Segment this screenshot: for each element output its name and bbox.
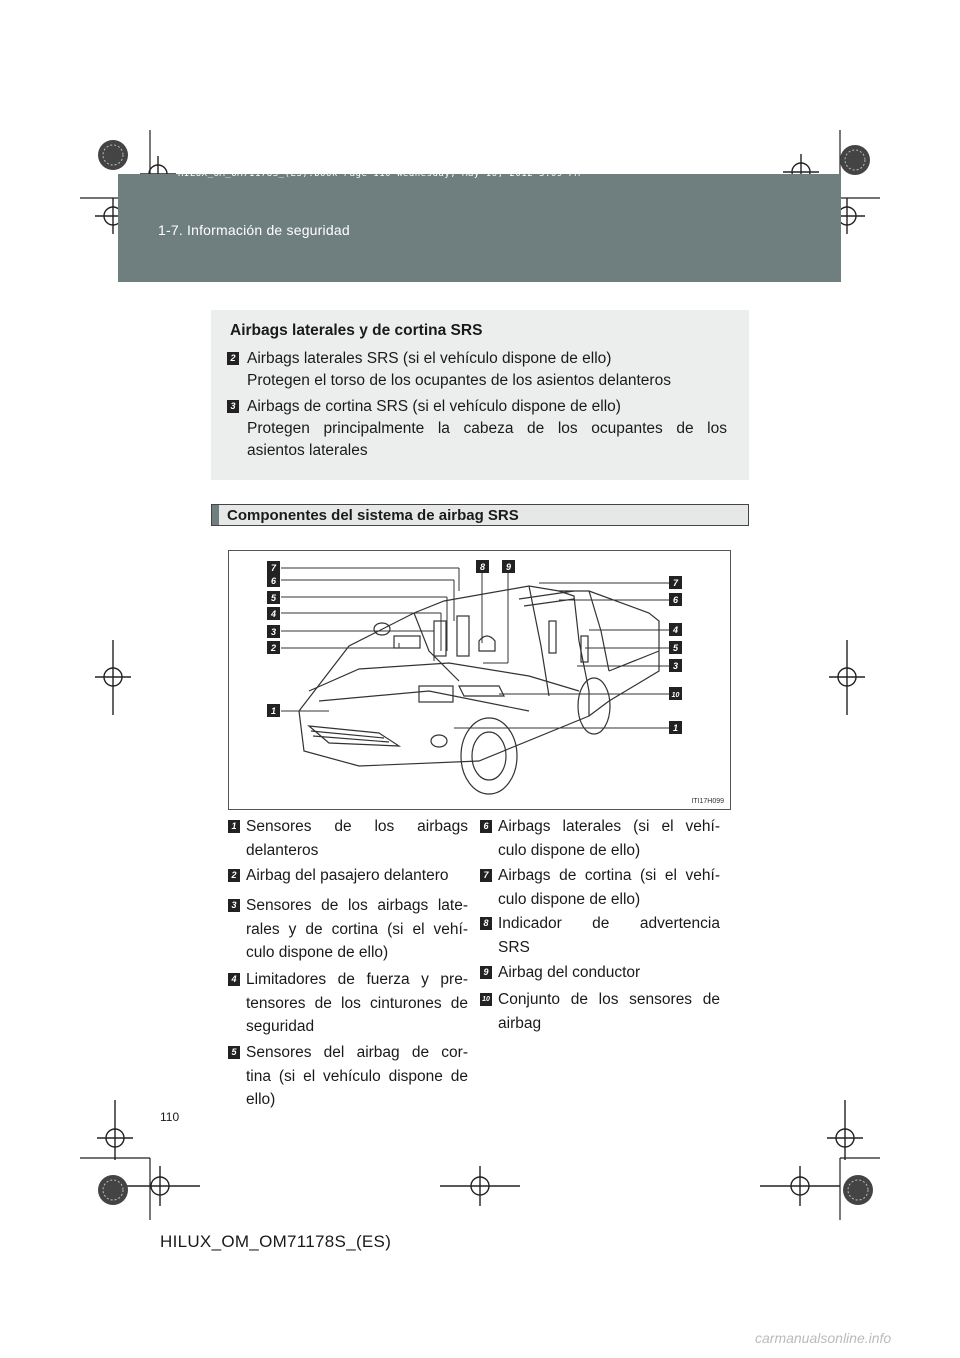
list-item-line: airbag: [498, 1014, 542, 1032]
svg-text:5: 5: [672, 643, 679, 653]
list-item-line: Airbags de cortina (si el vehí-: [498, 867, 720, 884]
callout-badge: 2: [228, 869, 240, 882]
book-file-line: HILUX_OM_OM71178S_(ES).book Page 110 Wednesday, May 16, 2012 3:09 PM: [178, 169, 581, 179]
callout-badge: [669, 659, 682, 672]
figure-code: ITI17H099: [691, 798, 724, 805]
callout-badge: 6: [480, 820, 492, 833]
section-label: 1-7. Información de seguridad: [158, 222, 350, 238]
watermark: carmanualsonline.info: [755, 1330, 892, 1346]
info-item-line: Protegen el torso de los ocupantes de los asientos delanteros: [247, 372, 671, 389]
svg-text:5: 5: [270, 593, 277, 603]
svg-text:1: 1: [672, 723, 679, 733]
callout-badge: 3: [227, 400, 239, 413]
footer-doc-id: HILUX_OM_OM71178S_(ES): [160, 1232, 392, 1251]
info-item-line: Airbags laterales SRS (si el vehículo dispone de ello): [247, 350, 612, 367]
callout-badge: [267, 704, 280, 717]
svg-text:10: 10: [671, 692, 680, 699]
svg-text:1: 1: [270, 706, 277, 716]
list-item-line: Limitadores de fuerza y pre-: [246, 971, 468, 988]
page-number: 110: [160, 1110, 180, 1124]
callout-badge: [267, 561, 280, 574]
callout-badge: 4: [228, 973, 240, 986]
callout-badge: [267, 625, 280, 638]
callout-badge: 7: [480, 869, 492, 882]
chapter-header: [118, 174, 841, 282]
list-item-line: Indicador de advertencia: [498, 915, 720, 932]
list-item-line: Airbag del conductor: [498, 964, 641, 981]
callout-badge: [669, 687, 682, 700]
list-item-line: Sensores de los airbags late-: [246, 897, 468, 914]
svg-text:3: 3: [672, 661, 679, 671]
list-item-line: SRS: [498, 938, 530, 956]
svg-text:3: 3: [270, 627, 277, 637]
callout-badge: [669, 641, 682, 654]
svg-text:2: 2: [270, 643, 277, 653]
callout-badge: [669, 576, 682, 589]
list-item-line: seguridad: [246, 1018, 315, 1035]
airbag-components-figure: [228, 550, 731, 810]
info-item-line: asientos laterales: [247, 442, 368, 459]
svg-text:8: 8: [479, 562, 486, 572]
svg-text:4: 4: [270, 609, 277, 619]
callout-badge: 9: [480, 966, 492, 979]
info-box-title: Airbags laterales y de cortina SRS: [230, 322, 483, 339]
section-heading: [211, 504, 749, 526]
callout-badge: [669, 721, 682, 734]
list-item-line: culo dispone de ello): [246, 944, 389, 961]
list-item-line: culo dispone de ello): [498, 890, 641, 908]
callout-badge: [267, 591, 280, 604]
list-item-line: Conjunto de los sensores de: [498, 991, 720, 1008]
callout-badge: [669, 593, 682, 606]
list-item-line: Airbag del pasajero delantero: [246, 867, 449, 884]
callout-badge: 10: [480, 993, 492, 1006]
svg-text:9: 9: [505, 562, 512, 572]
callout-badge: [476, 560, 489, 573]
callout-badge: [267, 641, 280, 654]
svg-text:7: 7: [270, 563, 277, 573]
truck-illustration: [229, 551, 730, 809]
list-item-line: ello): [246, 1091, 276, 1108]
list-item-line: delanteros: [246, 841, 319, 859]
info-item-line: Airbags de cortina SRS (si el vehículo dispone de ello): [247, 398, 621, 415]
callout-badge: [267, 574, 280, 587]
list-item-line: Sensores de los airbags: [246, 818, 468, 835]
svg-text:7: 7: [672, 578, 679, 588]
section-heading-bar: [212, 505, 219, 525]
side-curtain-airbags-box: [211, 310, 749, 480]
callout-badge: 5: [228, 1046, 240, 1059]
list-item-line: rales y de cortina (si el vehí-: [246, 920, 468, 938]
list-item-line: Airbags laterales (si el vehí-: [498, 818, 720, 835]
svg-text:4: 4: [672, 625, 679, 635]
info-item-line: Protegen principalmente la cabeza de los ocupantes de los: [247, 420, 727, 437]
list-item-line: Sensores del airbag de cor-: [246, 1044, 468, 1061]
svg-text:6: 6: [270, 576, 277, 586]
callout-badge: [502, 560, 515, 573]
section-heading-title: Componentes del sistema de airbag SRS: [227, 507, 519, 524]
callout-badge: [669, 623, 682, 636]
list-item-line: culo dispone de ello): [498, 841, 641, 859]
callout-badge: [267, 607, 280, 620]
callout-badge: 1: [228, 820, 240, 833]
callout-badge: 3: [228, 899, 240, 912]
svg-text:6: 6: [672, 595, 679, 605]
list-item-line: tina (si el vehículo dispone de: [246, 1067, 468, 1085]
callout-badge: 2: [227, 352, 239, 365]
list-item-line: tensores de los cinturones de: [246, 994, 468, 1012]
callout-badge: 8: [480, 917, 492, 930]
